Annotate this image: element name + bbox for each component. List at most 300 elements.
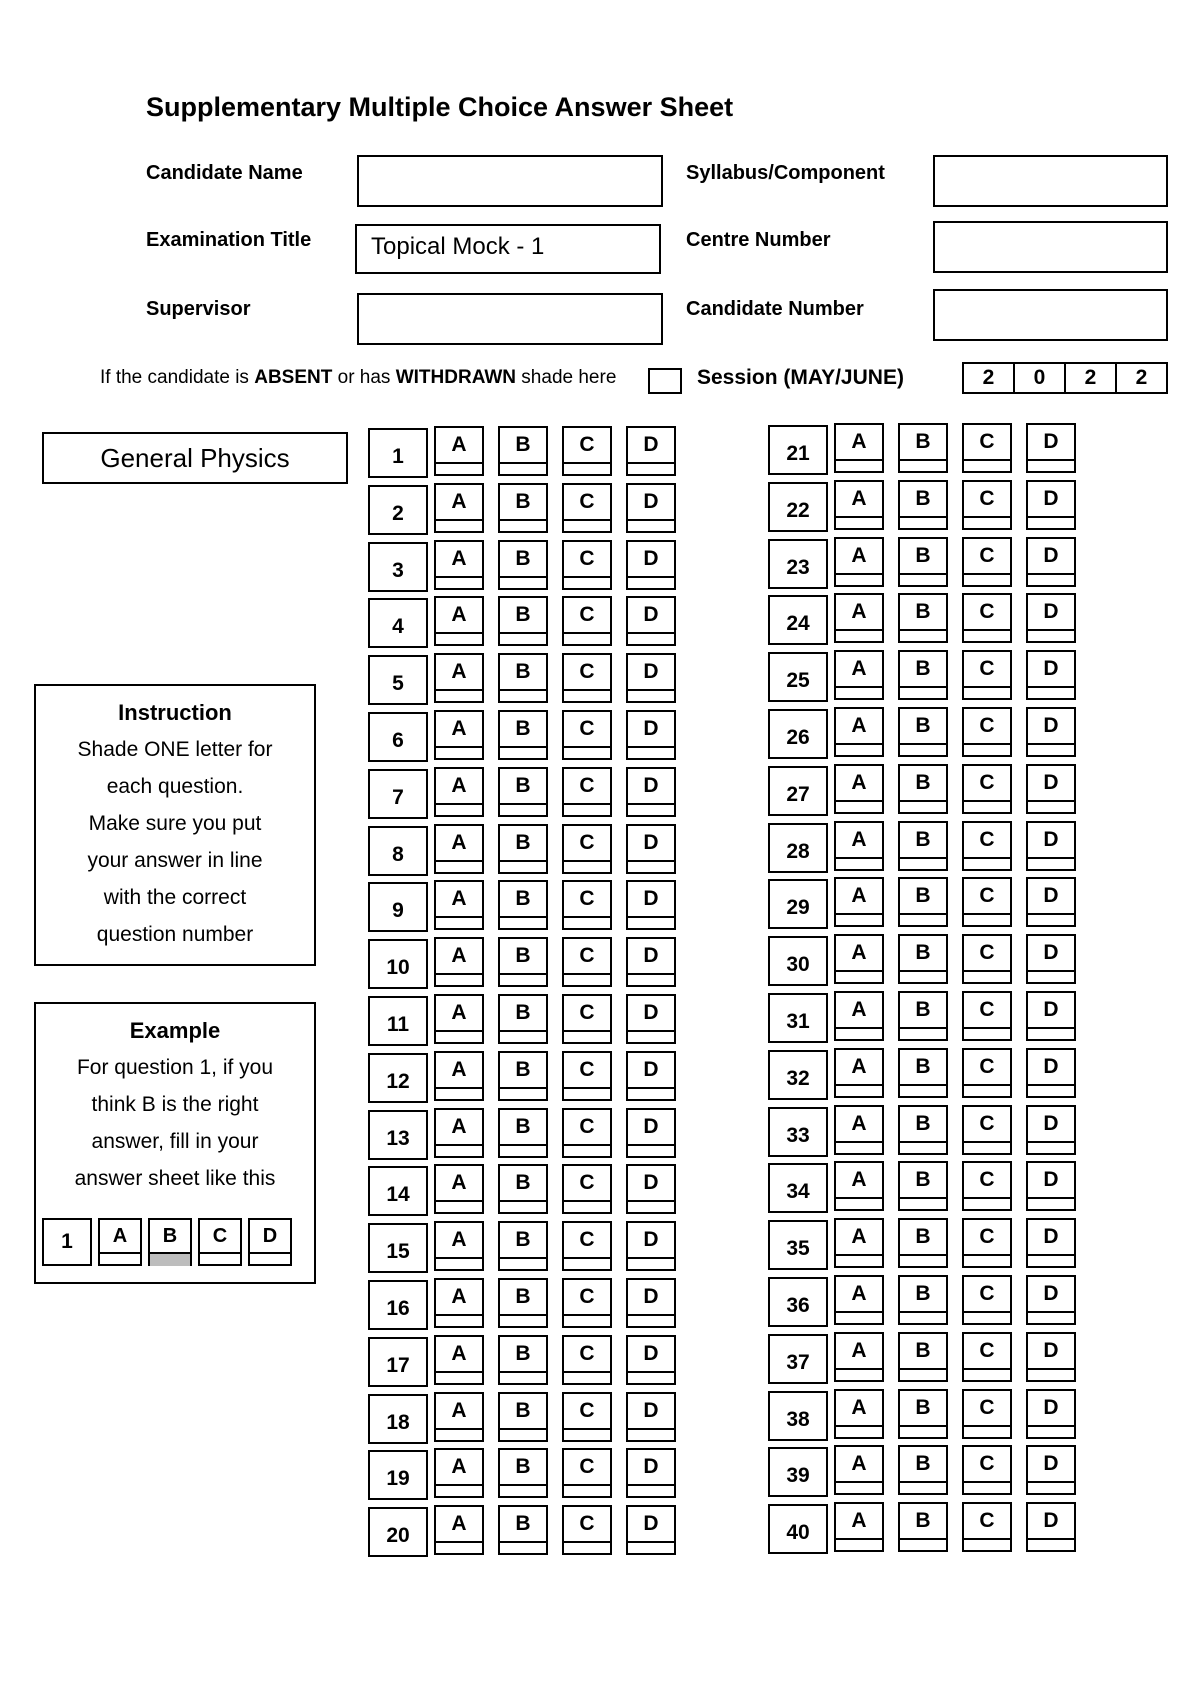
answer-option-a[interactable] (834, 764, 884, 814)
answer-option-a[interactable] (434, 994, 484, 1044)
answer-shade-area[interactable] (836, 1370, 882, 1382)
answer-shade-area[interactable] (1028, 915, 1074, 927)
answer-shade-area[interactable] (628, 1089, 674, 1101)
answer-shade-area[interactable] (836, 631, 882, 643)
answer-option-a[interactable] (834, 1218, 884, 1268)
answer-option-c[interactable] (962, 1502, 1012, 1552)
answer-option-b[interactable] (498, 1335, 548, 1385)
answer-option-d[interactable] (626, 1392, 676, 1442)
answer-shade-area[interactable] (964, 1199, 1010, 1211)
answer-shade-area[interactable] (436, 1259, 482, 1271)
answer-shade-area[interactable] (964, 1483, 1010, 1495)
answer-shade-area[interactable] (436, 1146, 482, 1158)
centre-number-field[interactable] (933, 221, 1168, 273)
answer-shade-area[interactable] (836, 915, 882, 927)
answer-option-d[interactable] (1026, 593, 1076, 643)
answer-option-d[interactable] (626, 710, 676, 760)
answer-option-a[interactable] (434, 767, 484, 817)
answer-option-b[interactable] (898, 877, 948, 927)
answer-option-d[interactable] (626, 426, 676, 476)
answer-shade-area[interactable] (900, 1029, 946, 1041)
answer-shade-area[interactable] (900, 461, 946, 473)
answer-shade-area[interactable] (564, 862, 610, 874)
answer-shade-area[interactable] (500, 1543, 546, 1555)
answer-option-c[interactable] (562, 1392, 612, 1442)
answer-option-d[interactable] (626, 1164, 676, 1214)
answer-option-b[interactable] (898, 764, 948, 814)
answer-shade-area[interactable] (500, 918, 546, 930)
answer-shade-area[interactable] (836, 1540, 882, 1552)
answer-shade-area[interactable] (900, 1086, 946, 1098)
answer-option-c[interactable] (962, 423, 1012, 473)
answer-option-a[interactable] (834, 593, 884, 643)
answer-shade-area[interactable] (564, 1543, 610, 1555)
answer-option-c[interactable] (962, 991, 1012, 1041)
answer-option-c[interactable] (562, 1448, 612, 1498)
answer-option-b[interactable] (498, 710, 548, 760)
answer-shade-area[interactable] (900, 1313, 946, 1325)
answer-shade-area[interactable] (436, 1373, 482, 1385)
answer-shade-area[interactable] (836, 1256, 882, 1268)
answer-shade-area[interactable] (964, 461, 1010, 473)
answer-shade-area[interactable] (436, 1430, 482, 1442)
answer-shade-area[interactable] (1028, 1029, 1074, 1041)
answer-option-d[interactable] (626, 824, 676, 874)
answer-option-d[interactable] (1026, 537, 1076, 587)
answer-option-a[interactable] (834, 480, 884, 530)
answer-option-a[interactable] (434, 1505, 484, 1555)
answer-option-b[interactable] (498, 1051, 548, 1101)
answer-option-a[interactable] (834, 707, 884, 757)
answer-option-c[interactable] (562, 767, 612, 817)
answer-option-a[interactable] (434, 596, 484, 646)
answer-shade-area[interactable] (564, 805, 610, 817)
answer-shade-area[interactable] (1028, 1313, 1074, 1325)
answer-option-c[interactable] (962, 593, 1012, 643)
answer-option-c[interactable] (962, 934, 1012, 984)
answer-option-a[interactable] (834, 934, 884, 984)
answer-shade-area[interactable] (1028, 1483, 1074, 1495)
answer-shade-area[interactable] (1028, 745, 1074, 757)
answer-option-d[interactable] (1026, 764, 1076, 814)
answer-option-b[interactable] (898, 537, 948, 587)
answer-shade-area[interactable] (1028, 972, 1074, 984)
answer-option-a[interactable] (434, 1164, 484, 1214)
answer-shade-area[interactable] (628, 805, 674, 817)
answer-shade-area[interactable] (436, 1316, 482, 1328)
answer-shade-area[interactable] (964, 859, 1010, 871)
answer-shade-area[interactable] (964, 802, 1010, 814)
answer-shade-area[interactable] (500, 578, 546, 590)
answer-shade-area[interactable] (500, 691, 546, 703)
answer-option-a[interactable] (834, 877, 884, 927)
answer-shade-area[interactable] (564, 918, 610, 930)
answer-shade-area[interactable] (628, 1146, 674, 1158)
answer-shade-area[interactable] (564, 1202, 610, 1214)
answer-option-c[interactable] (562, 937, 612, 987)
answer-option-c[interactable] (562, 710, 612, 760)
answer-option-d[interactable] (626, 1108, 676, 1158)
answer-option-c[interactable] (962, 877, 1012, 927)
answer-shade-area[interactable] (436, 748, 482, 760)
answer-shade-area[interactable] (628, 1202, 674, 1214)
answer-option-b[interactable] (898, 1218, 948, 1268)
candidate-name-field[interactable] (357, 155, 663, 207)
answer-option-b[interactable] (498, 426, 548, 476)
answer-option-d[interactable] (626, 1278, 676, 1328)
answer-shade-area[interactable] (1028, 518, 1074, 530)
answer-shade-area[interactable] (836, 1086, 882, 1098)
answer-shade-area[interactable] (900, 1199, 946, 1211)
answer-shade-area[interactable] (900, 1427, 946, 1439)
answer-shade-area[interactable] (964, 1086, 1010, 1098)
answer-shade-area[interactable] (564, 1486, 610, 1498)
answer-shade-area[interactable] (564, 975, 610, 987)
answer-option-d[interactable] (1026, 1218, 1076, 1268)
answer-shade-area[interactable] (500, 975, 546, 987)
answer-option-d[interactable] (626, 880, 676, 930)
answer-shade-area[interactable] (836, 461, 882, 473)
answer-shade-area[interactable] (500, 1316, 546, 1328)
answer-shade-area[interactable] (564, 1316, 610, 1328)
answer-option-a[interactable] (834, 1389, 884, 1439)
answer-option-c[interactable] (562, 483, 612, 533)
answer-shade-area[interactable] (564, 634, 610, 646)
answer-shade-area[interactable] (900, 972, 946, 984)
answer-shade-area[interactable] (900, 518, 946, 530)
answer-shade-area[interactable] (436, 1486, 482, 1498)
candidate-number-field[interactable] (933, 289, 1168, 341)
answer-option-d[interactable] (1026, 934, 1076, 984)
answer-option-c[interactable] (962, 1389, 1012, 1439)
answer-shade-area[interactable] (436, 1543, 482, 1555)
answer-shade-area[interactable] (564, 748, 610, 760)
answer-shade-area[interactable] (564, 1089, 610, 1101)
answer-shade-area[interactable] (900, 575, 946, 587)
answer-shade-area[interactable] (436, 918, 482, 930)
answer-option-b[interactable] (898, 1332, 948, 1382)
answer-option-a[interactable] (434, 1278, 484, 1328)
answer-shade-area[interactable] (500, 748, 546, 760)
answer-shade-area[interactable] (628, 748, 674, 760)
answer-option-d[interactable] (626, 1051, 676, 1101)
answer-shade-area[interactable] (964, 518, 1010, 530)
answer-shade-area[interactable] (836, 745, 882, 757)
answer-shade-area[interactable] (500, 1430, 546, 1442)
answer-option-a[interactable] (434, 1221, 484, 1271)
answer-option-d[interactable] (626, 540, 676, 590)
answer-shade-area[interactable] (836, 688, 882, 700)
answer-option-b[interactable] (898, 1275, 948, 1325)
answer-option-c[interactable] (962, 1332, 1012, 1382)
answer-shade-area[interactable] (1028, 1199, 1074, 1211)
answer-option-a[interactable] (434, 540, 484, 590)
answer-option-a[interactable] (834, 1275, 884, 1325)
answer-option-a[interactable] (834, 991, 884, 1041)
answer-shade-area[interactable] (500, 464, 546, 476)
answer-shade-area[interactable] (964, 1370, 1010, 1382)
answer-shade-area[interactable] (900, 802, 946, 814)
answer-shade-area[interactable] (564, 464, 610, 476)
answer-shade-area[interactable] (964, 972, 1010, 984)
answer-option-b[interactable] (498, 1448, 548, 1498)
answer-option-d[interactable] (626, 937, 676, 987)
answer-option-c[interactable] (562, 540, 612, 590)
answer-option-a[interactable] (834, 423, 884, 473)
answer-option-b[interactable] (898, 1105, 948, 1155)
absent-checkbox[interactable] (648, 368, 682, 394)
answer-option-a[interactable] (834, 537, 884, 587)
answer-shade-area[interactable] (1028, 1143, 1074, 1155)
answer-shade-area[interactable] (964, 1540, 1010, 1552)
answer-option-d[interactable] (626, 1505, 676, 1555)
answer-shade-area[interactable] (964, 1427, 1010, 1439)
answer-shade-area[interactable] (964, 745, 1010, 757)
answer-shade-area[interactable] (628, 578, 674, 590)
answer-option-a[interactable] (434, 880, 484, 930)
answer-option-d[interactable] (1026, 423, 1076, 473)
answer-option-c[interactable] (962, 1048, 1012, 1098)
answer-shade-area[interactable] (564, 691, 610, 703)
answer-shade-area[interactable] (1028, 1540, 1074, 1552)
answer-option-c[interactable] (962, 707, 1012, 757)
answer-option-b[interactable] (898, 480, 948, 530)
answer-option-b[interactable] (498, 1164, 548, 1214)
answer-shade-area[interactable] (836, 1483, 882, 1495)
answer-shade-area[interactable] (964, 1029, 1010, 1041)
answer-option-b[interactable] (498, 880, 548, 930)
answer-shade-area[interactable] (900, 745, 946, 757)
answer-option-c[interactable] (562, 1164, 612, 1214)
answer-shade-area[interactable] (500, 1089, 546, 1101)
answer-option-c[interactable] (562, 824, 612, 874)
answer-shade-area[interactable] (436, 1089, 482, 1101)
answer-option-d[interactable] (1026, 1389, 1076, 1439)
answer-option-d[interactable] (626, 1335, 676, 1385)
answer-shade-area[interactable] (964, 1256, 1010, 1268)
answer-option-a[interactable] (834, 650, 884, 700)
answer-shade-area[interactable] (1028, 1427, 1074, 1439)
answer-option-c[interactable] (562, 1335, 612, 1385)
answer-shade-area[interactable] (564, 1259, 610, 1271)
answer-shade-area[interactable] (436, 805, 482, 817)
answer-shade-area[interactable] (836, 1427, 882, 1439)
answer-shade-area[interactable] (500, 1202, 546, 1214)
answer-option-a[interactable] (434, 1448, 484, 1498)
answer-option-b[interactable] (498, 994, 548, 1044)
answer-option-b[interactable] (898, 1389, 948, 1439)
answer-shade-area[interactable] (500, 1032, 546, 1044)
answer-option-c[interactable] (562, 596, 612, 646)
answer-shade-area[interactable] (436, 634, 482, 646)
answer-option-a[interactable] (834, 1048, 884, 1098)
answer-shade-area[interactable] (900, 631, 946, 643)
answer-option-b[interactable] (498, 1505, 548, 1555)
answer-option-c[interactable] (962, 1445, 1012, 1495)
answer-option-d[interactable] (626, 653, 676, 703)
answer-option-b[interactable] (898, 593, 948, 643)
answer-option-d[interactable] (626, 483, 676, 533)
answer-option-d[interactable] (626, 596, 676, 646)
answer-option-d[interactable] (1026, 991, 1076, 1041)
answer-option-b[interactable] (498, 540, 548, 590)
answer-option-b[interactable] (898, 1161, 948, 1211)
answer-option-a[interactable] (434, 426, 484, 476)
answer-option-d[interactable] (626, 767, 676, 817)
answer-shade-area[interactable] (964, 915, 1010, 927)
answer-shade-area[interactable] (436, 578, 482, 590)
answer-option-a[interactable] (834, 1445, 884, 1495)
answer-option-a[interactable] (434, 1335, 484, 1385)
answer-shade-area[interactable] (500, 1259, 546, 1271)
answer-shade-area[interactable] (564, 578, 610, 590)
answer-option-a[interactable] (434, 937, 484, 987)
answer-option-a[interactable] (434, 1392, 484, 1442)
answer-shade-area[interactable] (500, 1373, 546, 1385)
answer-option-a[interactable] (834, 1105, 884, 1155)
answer-shade-area[interactable] (836, 575, 882, 587)
answer-option-d[interactable] (1026, 1445, 1076, 1495)
answer-option-d[interactable] (1026, 707, 1076, 757)
answer-shade-area[interactable] (1028, 575, 1074, 587)
answer-option-b[interactable] (898, 1502, 948, 1552)
answer-shade-area[interactable] (1028, 1086, 1074, 1098)
answer-option-c[interactable] (962, 480, 1012, 530)
answer-shade-area[interactable] (836, 859, 882, 871)
answer-option-b[interactable] (898, 1048, 948, 1098)
answer-shade-area[interactable] (836, 518, 882, 530)
answer-option-c[interactable] (962, 1275, 1012, 1325)
answer-option-a[interactable] (834, 1161, 884, 1211)
answer-option-c[interactable] (962, 1161, 1012, 1211)
answer-option-a[interactable] (834, 1332, 884, 1382)
answer-option-a[interactable] (434, 710, 484, 760)
answer-option-c[interactable] (962, 650, 1012, 700)
answer-shade-area[interactable] (1028, 859, 1074, 871)
answer-option-d[interactable] (1026, 1275, 1076, 1325)
answer-shade-area[interactable] (964, 1143, 1010, 1155)
answer-option-b[interactable] (498, 1278, 548, 1328)
answer-option-b[interactable] (498, 1108, 548, 1158)
answer-shade-area[interactable] (836, 1313, 882, 1325)
answer-option-a[interactable] (434, 483, 484, 533)
answer-option-d[interactable] (1026, 1161, 1076, 1211)
answer-option-d[interactable] (1026, 821, 1076, 871)
answer-shade-area[interactable] (436, 975, 482, 987)
answer-shade-area[interactable] (628, 521, 674, 533)
answer-option-d[interactable] (1026, 1105, 1076, 1155)
answer-option-b[interactable] (498, 767, 548, 817)
answer-option-b[interactable] (898, 934, 948, 984)
supervisor-field[interactable] (357, 293, 663, 345)
answer-shade-area[interactable] (628, 918, 674, 930)
answer-shade-area[interactable] (1028, 1256, 1074, 1268)
answer-option-b[interactable] (498, 1392, 548, 1442)
answer-shade-area[interactable] (564, 1430, 610, 1442)
answer-shade-area[interactable] (836, 1029, 882, 1041)
answer-shade-area[interactable] (628, 464, 674, 476)
answer-shade-area[interactable] (1028, 802, 1074, 814)
answer-option-b[interactable] (898, 991, 948, 1041)
answer-option-b[interactable] (898, 423, 948, 473)
answer-shade-area[interactable] (628, 862, 674, 874)
answer-shade-area[interactable] (1028, 631, 1074, 643)
answer-shade-area[interactable] (628, 975, 674, 987)
answer-shade-area[interactable] (500, 634, 546, 646)
answer-option-a[interactable] (434, 824, 484, 874)
answer-shade-area[interactable] (900, 688, 946, 700)
answer-shade-area[interactable] (628, 691, 674, 703)
answer-shade-area[interactable] (836, 802, 882, 814)
answer-shade-area[interactable] (900, 859, 946, 871)
answer-shade-area[interactable] (964, 1313, 1010, 1325)
answer-option-b[interactable] (498, 653, 548, 703)
answer-option-c[interactable] (962, 1105, 1012, 1155)
syllabus-component-field[interactable] (933, 155, 1168, 207)
answer-shade-area[interactable] (1028, 688, 1074, 700)
answer-shade-area[interactable] (900, 1483, 946, 1495)
answer-shade-area[interactable] (436, 521, 482, 533)
answer-shade-area[interactable] (900, 1256, 946, 1268)
answer-option-b[interactable] (898, 650, 948, 700)
answer-shade-area[interactable] (964, 575, 1010, 587)
answer-shade-area[interactable] (500, 521, 546, 533)
answer-shade-area[interactable] (628, 1316, 674, 1328)
answer-shade-area[interactable] (900, 1540, 946, 1552)
answer-option-c[interactable] (962, 537, 1012, 587)
answer-option-d[interactable] (1026, 1048, 1076, 1098)
answer-shade-area[interactable] (628, 634, 674, 646)
answer-option-a[interactable] (434, 653, 484, 703)
answer-shade-area[interactable] (436, 862, 482, 874)
answer-option-b[interactable] (898, 821, 948, 871)
answer-option-b[interactable] (898, 1445, 948, 1495)
answer-shade-area[interactable] (500, 862, 546, 874)
answer-shade-area[interactable] (500, 1146, 546, 1158)
answer-option-a[interactable] (434, 1108, 484, 1158)
answer-shade-area[interactable] (900, 915, 946, 927)
answer-shade-area[interactable] (436, 691, 482, 703)
answer-option-c[interactable] (562, 994, 612, 1044)
answer-option-c[interactable] (562, 1505, 612, 1555)
answer-shade-area[interactable] (564, 1146, 610, 1158)
answer-shade-area[interactable] (836, 1143, 882, 1155)
answer-shade-area[interactable] (836, 972, 882, 984)
answer-option-b[interactable] (498, 483, 548, 533)
answer-shade-area[interactable] (436, 464, 482, 476)
answer-option-a[interactable] (834, 1502, 884, 1552)
answer-shade-area[interactable] (628, 1373, 674, 1385)
answer-option-c[interactable] (562, 1221, 612, 1271)
answer-shade-area[interactable] (964, 688, 1010, 700)
answer-option-c[interactable] (962, 764, 1012, 814)
answer-shade-area[interactable] (628, 1259, 674, 1271)
answer-option-b[interactable] (498, 596, 548, 646)
answer-shade-area[interactable] (628, 1486, 674, 1498)
answer-option-a[interactable] (434, 1051, 484, 1101)
answer-option-c[interactable] (562, 653, 612, 703)
answer-option-c[interactable] (962, 821, 1012, 871)
answer-shade-area[interactable] (900, 1143, 946, 1155)
answer-shade-area[interactable] (1028, 1370, 1074, 1382)
answer-shade-area[interactable] (436, 1202, 482, 1214)
answer-option-b[interactable] (498, 937, 548, 987)
answer-option-d[interactable] (1026, 480, 1076, 530)
answer-shade-area[interactable] (564, 521, 610, 533)
answer-option-c[interactable] (562, 426, 612, 476)
answer-option-d[interactable] (626, 1221, 676, 1271)
answer-option-d[interactable] (1026, 1502, 1076, 1552)
